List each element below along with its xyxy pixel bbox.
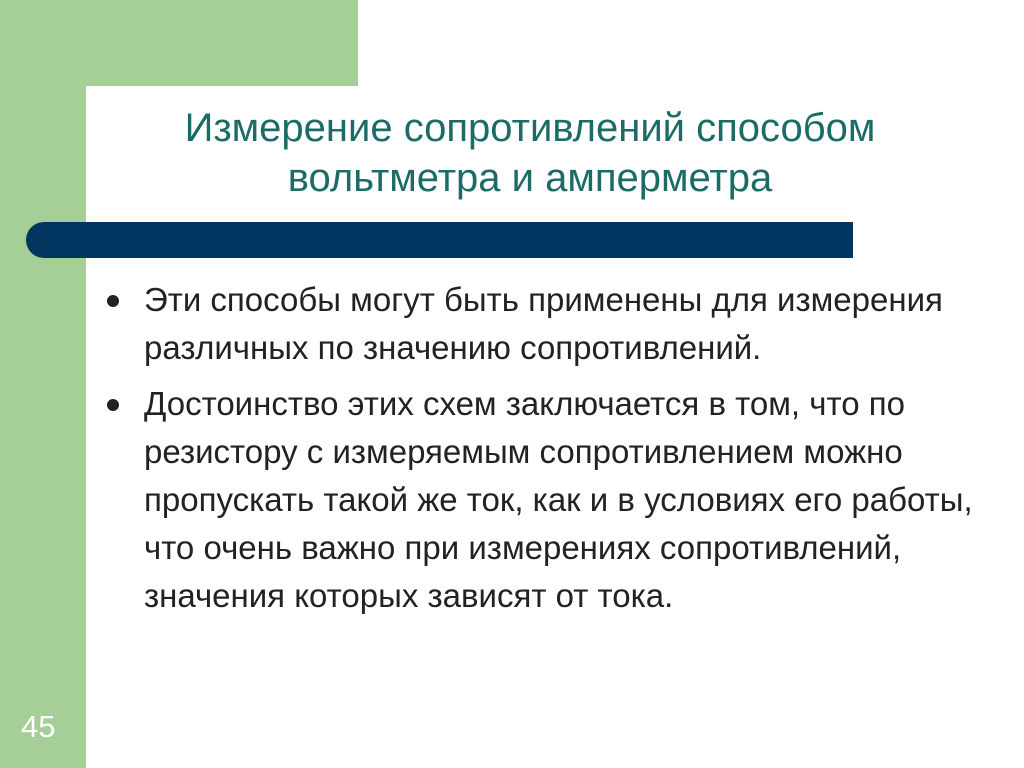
bullet-dot-icon [107,399,119,411]
green-top-panel [0,0,358,86]
slide-title [120,103,940,203]
title-divider-bar [26,222,853,258]
green-side-panel [0,0,86,768]
bullet-text: Достоинство этих схем заключается в том, что по резистору с измеряемым сопротивлением можно пропускать такой же ток, как и в условиях его работы, что очень важно при измерениях сопротивлений, значения которых зависят от тока. [144,385,973,614]
bullet-list [100,276,1015,628]
bullet-dot-icon [107,295,119,307]
slide-title-line-2: вольтметра и амперметра [287,156,773,200]
bullet-item [100,380,1015,620]
slide-title-line-1: Измерение сопротивлений способом [184,106,876,150]
bullet-text: Эти способы могут быть применены для измерения различных по значению сопротивлений. [144,281,943,366]
bullet-item [100,276,1015,372]
slide-number: 45 [21,709,56,744]
